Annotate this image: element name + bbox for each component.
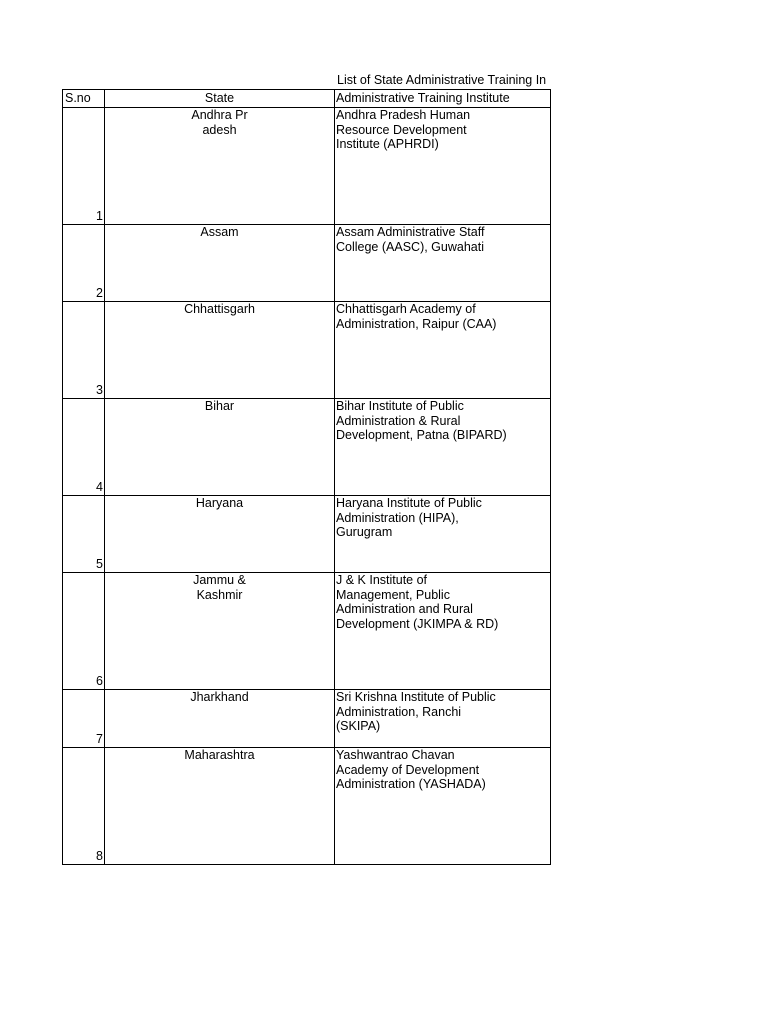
row-state-cell [105,225,335,302]
institutes-table [62,89,551,865]
row-institute: Haryana Institute of Public Administration (HIPA), Gurugram [336,496,482,540]
row-sno: 5 [96,557,103,571]
row-institute: Yashwantrao Chavan Academy of Development Administration (YASHADA) [336,748,486,792]
row-state-cell [105,496,335,573]
row-institute-cell [335,108,551,225]
row-institute-cell [335,690,551,748]
table-row [63,108,551,225]
row-sno: 8 [96,849,103,863]
row-state: Jharkhand [190,690,249,704]
header-institute: Administrative Training Institute [335,90,551,108]
row-state-cell [105,690,335,748]
row-sno: 4 [96,480,103,494]
row-sno-cell [63,496,105,573]
row-institute: Andhra Pradesh Human Resource Development Institute (APHRDI) [336,108,471,152]
row-state-cell [105,573,335,690]
row-institute: Bihar Institute of Public Administration & Rural Development, Patna (BIPARD) [336,399,507,443]
row-state-cell [105,748,335,865]
row-institute-cell [335,748,551,865]
row-sno-cell [63,399,105,496]
row-state: Maharashtra [184,748,255,762]
row-state: Bihar [204,399,235,413]
row-sno: 3 [96,383,103,397]
row-sno-cell [63,690,105,748]
row-sno-cell [63,108,105,225]
row-sno: 1 [96,209,103,223]
table-row [63,302,551,399]
row-institute: Chhattisgarh Academy of Administration, Raipur (CAA) [336,302,497,331]
row-state: Andhra Pradesh [191,108,248,137]
table-row [63,748,551,865]
row-sno: 2 [96,286,103,300]
row-institute: J & K Institute of Management, Public Administration and Rural Development (JKIMPA & RD) [336,573,499,631]
row-institute-cell [335,573,551,690]
row-sno: 6 [96,674,103,688]
table-row [63,399,551,496]
row-institute-cell [335,302,551,399]
row-institute: Assam Administrative Staff College (AASC), Guwahati [336,225,485,254]
row-sno-cell [63,748,105,865]
row-state-cell [105,108,335,225]
table-row [63,690,551,748]
row-institute-cell [335,496,551,573]
row-state-cell [105,399,335,496]
table-row [63,573,551,690]
row-state: Haryana [195,496,244,510]
row-state: Assam [200,225,239,239]
header-sno: S.no [63,90,105,108]
row-institute-cell [335,225,551,302]
table-row [63,496,551,573]
row-state: Chhattisgarh [184,302,255,316]
header-state: State [105,90,335,108]
row-state: Jammu & Kashmir [193,573,246,602]
row-institute-cell [335,399,551,496]
table-header-row [63,90,551,108]
row-state-cell [105,302,335,399]
row-sno-cell [63,573,105,690]
page-title: List of State Administrative Training In [337,73,547,87]
row-sno: 7 [96,732,103,746]
table-row [63,225,551,302]
row-institute: Sri Krishna Institute of Public Administration, Ranchi (SKIPA) [336,690,496,734]
row-sno-cell [63,302,105,399]
row-sno-cell [63,225,105,302]
